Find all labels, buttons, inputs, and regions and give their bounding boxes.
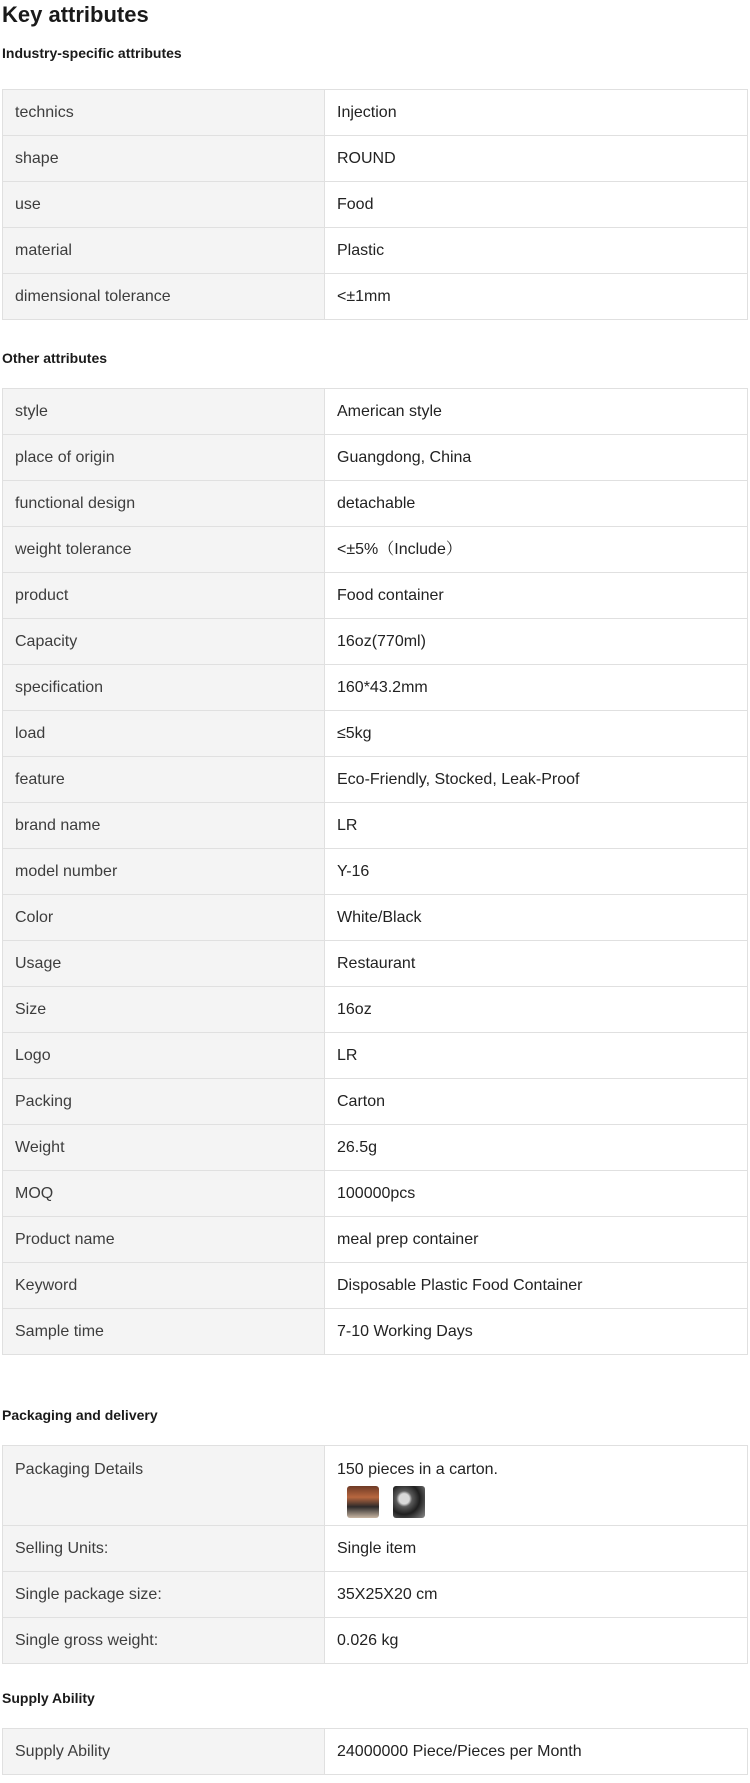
attribute-value: 100000pcs [325,1171,748,1217]
table-row [3,527,748,573]
attribute-key: model number [3,849,325,895]
attribute-value: Disposable Plastic Food Container [325,1263,748,1309]
attribute-key: technics [3,90,325,136]
attribute-key: Logo [3,1033,325,1079]
attribute-value: LR [325,1033,748,1079]
table-row [3,1033,748,1079]
attribute-value: 26.5g [325,1125,748,1171]
attribute-key: product [3,573,325,619]
table-row [3,1618,748,1664]
attribute-key: Usage [3,941,325,987]
table-row [3,987,748,1033]
table-row [3,1526,748,1572]
table-row [3,711,748,757]
attribute-value: ROUND [325,136,748,182]
packaging-images [337,1486,735,1518]
table-row [3,619,748,665]
table-row [3,136,748,182]
attribute-value: ≤5kg [325,711,748,757]
table-row [3,1309,748,1355]
table-row [3,1079,748,1125]
attribute-value: American style [325,389,748,435]
table-row [3,1217,748,1263]
attribute-key: use [3,182,325,228]
attribute-key: functional design [3,481,325,527]
industry-attributes-table [2,89,748,320]
attribute-key: style [3,389,325,435]
attribute-value: Eco-Friendly, Stocked, Leak-Proof [325,757,748,803]
table-row [3,1446,748,1526]
attribute-value: 24000000 Piece/Pieces per Month [325,1729,748,1775]
attribute-key: specification [3,665,325,711]
attribute-value: Food [325,182,748,228]
attribute-key: material [3,228,325,274]
attribute-key: Single package size: [3,1572,325,1618]
packaging-image-thumbnail[interactable] [393,1486,425,1518]
attribute-key: Selling Units: [3,1526,325,1572]
attribute-value: 16oz(770ml) [325,619,748,665]
attribute-key: feature [3,757,325,803]
attribute-key: Product name [3,1217,325,1263]
attribute-value: 35X25X20 cm [325,1572,748,1618]
table-row [3,1572,748,1618]
table-row [3,941,748,987]
table-row [3,274,748,320]
attribute-value: Y-16 [325,849,748,895]
table-row [3,665,748,711]
attribute-key: place of origin [3,435,325,481]
attribute-value: Restaurant [325,941,748,987]
section-title-industry: Industry-specific attributes [2,45,182,61]
table-row [3,1263,748,1309]
table-row [3,895,748,941]
attribute-key: Packing [3,1079,325,1125]
attribute-value: <±1mm [325,274,748,320]
attribute-value: 0.026 kg [325,1618,748,1664]
attribute-value: detachable [325,481,748,527]
attribute-value: meal prep container [325,1217,748,1263]
packaging-image-thumbnail[interactable] [347,1486,379,1518]
section-title-other: Other attributes [2,350,108,366]
table-row [3,1171,748,1217]
attribute-value: 16oz [325,987,748,1033]
table-row [3,1125,748,1171]
attribute-key: Capacity [3,619,325,665]
attribute-value: Carton [325,1079,748,1125]
attribute-key: Size [3,987,325,1033]
attribute-value: Food container [325,573,748,619]
other-attributes-table [2,388,748,1355]
attribute-key: Weight [3,1125,325,1171]
attribute-key: Packaging Details [3,1446,325,1526]
attribute-value: White/Black [325,895,748,941]
table-row [3,435,748,481]
table-row [3,389,748,435]
table-row [3,481,748,527]
table-row [3,228,748,274]
table-row [3,849,748,895]
attribute-key: shape [3,136,325,182]
attribute-key: Color [3,895,325,941]
table-row [3,90,748,136]
attribute-key: Keyword [3,1263,325,1309]
attribute-value: 7-10 Working Days [325,1309,748,1355]
table-row [3,182,748,228]
attribute-key: Single gross weight: [3,1618,325,1664]
attribute-key: brand name [3,803,325,849]
attribute-value: Single item [325,1526,748,1572]
packaging-table [2,1445,748,1664]
attribute-value: Injection [325,90,748,136]
table-row [3,573,748,619]
table-row [3,757,748,803]
attribute-value: 150 pieces in a carton. [337,1461,498,1478]
attribute-value: Guangdong, China [325,435,748,481]
attribute-value: <±5%（Include） [325,527,748,573]
attribute-key: load [3,711,325,757]
page-title: Key attributes [2,2,149,27]
attribute-value: Plastic [325,228,748,274]
section-title-supply: Supply Ability [2,1690,95,1706]
supply-table [2,1728,748,1775]
table-row [3,1729,748,1775]
attribute-key: dimensional tolerance [3,274,325,320]
packaging-details-cell [325,1446,748,1526]
attribute-value: LR [325,803,748,849]
attribute-key: weight tolerance [3,527,325,573]
attribute-key: Supply Ability [3,1729,325,1775]
attribute-key: Sample time [3,1309,325,1355]
table-row [3,803,748,849]
attribute-key: MOQ [3,1171,325,1217]
attribute-value: 160*43.2mm [325,665,748,711]
section-title-packaging: Packaging and delivery [2,1407,158,1423]
